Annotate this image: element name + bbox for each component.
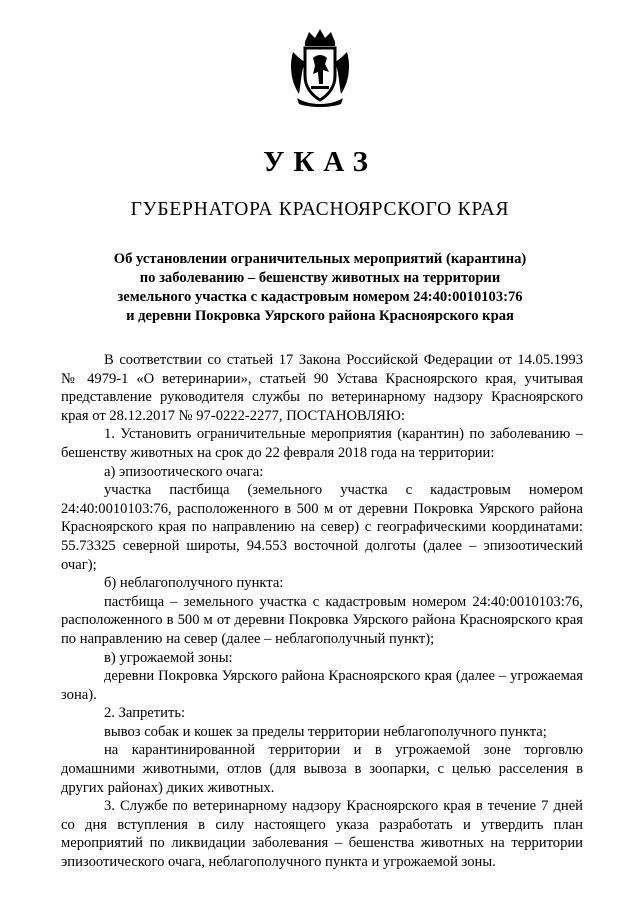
heading-line: земельного участка с кадастровым номером 24:40:0010103:76 [117,289,523,305]
coat-of-arms-emblem [287,28,353,108]
heading-line: по заболеванию – бешенству животных на территории [139,270,501,286]
heading-line: и деревни Покровка Уярского района Красноярского края [126,308,514,324]
document-body [61,351,583,872]
clause-2-item-2: на карантинированной территории и в угрожаемой зоне торговлю домашними животными, отлов (для вывоза в зоопарки, с целью расселения в других районах) диких животных. [61,742,583,796]
document-heading [80,250,560,326]
clause-2: 2. Запретить: [104,705,186,722]
clause-1a-heading: а) эпизоотического очага: [104,463,264,480]
clause-1c-heading: в) угрожаемой зоны: [104,649,233,666]
clause-1: 1. Установить ограничительные мероприятия (карантин) по заболеванию – бешенству животных на срок до 22 февраля 2018 года на территории: [61,426,583,461]
clause-3: 3. Службе по ветеринарному надзору Красноярского края в течение 7 дней со дня вступления в силу настоящего указа разработать и утвердить план мероприятий по ликвидации заболевания – бешенства животных на территории эпизоотического очага, неблагополучного пункта и угрожаемой зоны. [61,798,583,871]
clause-1b-heading: б) неблагополучного пункта: [104,575,284,592]
clause-1a-text: участка пастбища (земельного участка с кадастровым номером 24:40:0010103:76, расположенного в 500 м от деревни Покровка Уярского района Красноярского края по направлению на север) с географическими координатами: 55.73325 северной широты, 94.553 восточной долготы (далее – эпизоотический очаг); [61,482,583,573]
clause-2-item-1: вывоз собак и кошек за пределы территории неблагополучного пункта; [104,723,547,740]
preamble-paragraph: В соответствии со статьей 17 Закона Российской Федерации от 14.05.1993 № 4979-1 «О ветеринарии», статьей 90 Устава Красноярского края, учитывая представление руководителя службы по ветеринарному надзору Красноярского края от 28.12.2017 № 97-0222-2277, ПОСТАНОВЛЯЮ: [61,352,583,424]
clause-1c-text: деревни Покровка Уярского района Красноярского края (далее – угрожаемая зона). [61,668,583,703]
document-title: УКАЗ [263,146,377,178]
document-subtitle: ГУБЕРНАТОРА КРАСНОЯРСКОГО КРАЯ [130,199,510,220]
heading-line: Об установлении ограничительных мероприятий (карантина) [113,251,527,267]
clause-1b-text: пастбища – земельного участка с кадастровым номером 24:40:0010103:76, расположенного в 500 м от деревни Покровка Уярского района Красноярского края по направлению на север (далее – неблагополучный пункт); [61,593,583,647]
